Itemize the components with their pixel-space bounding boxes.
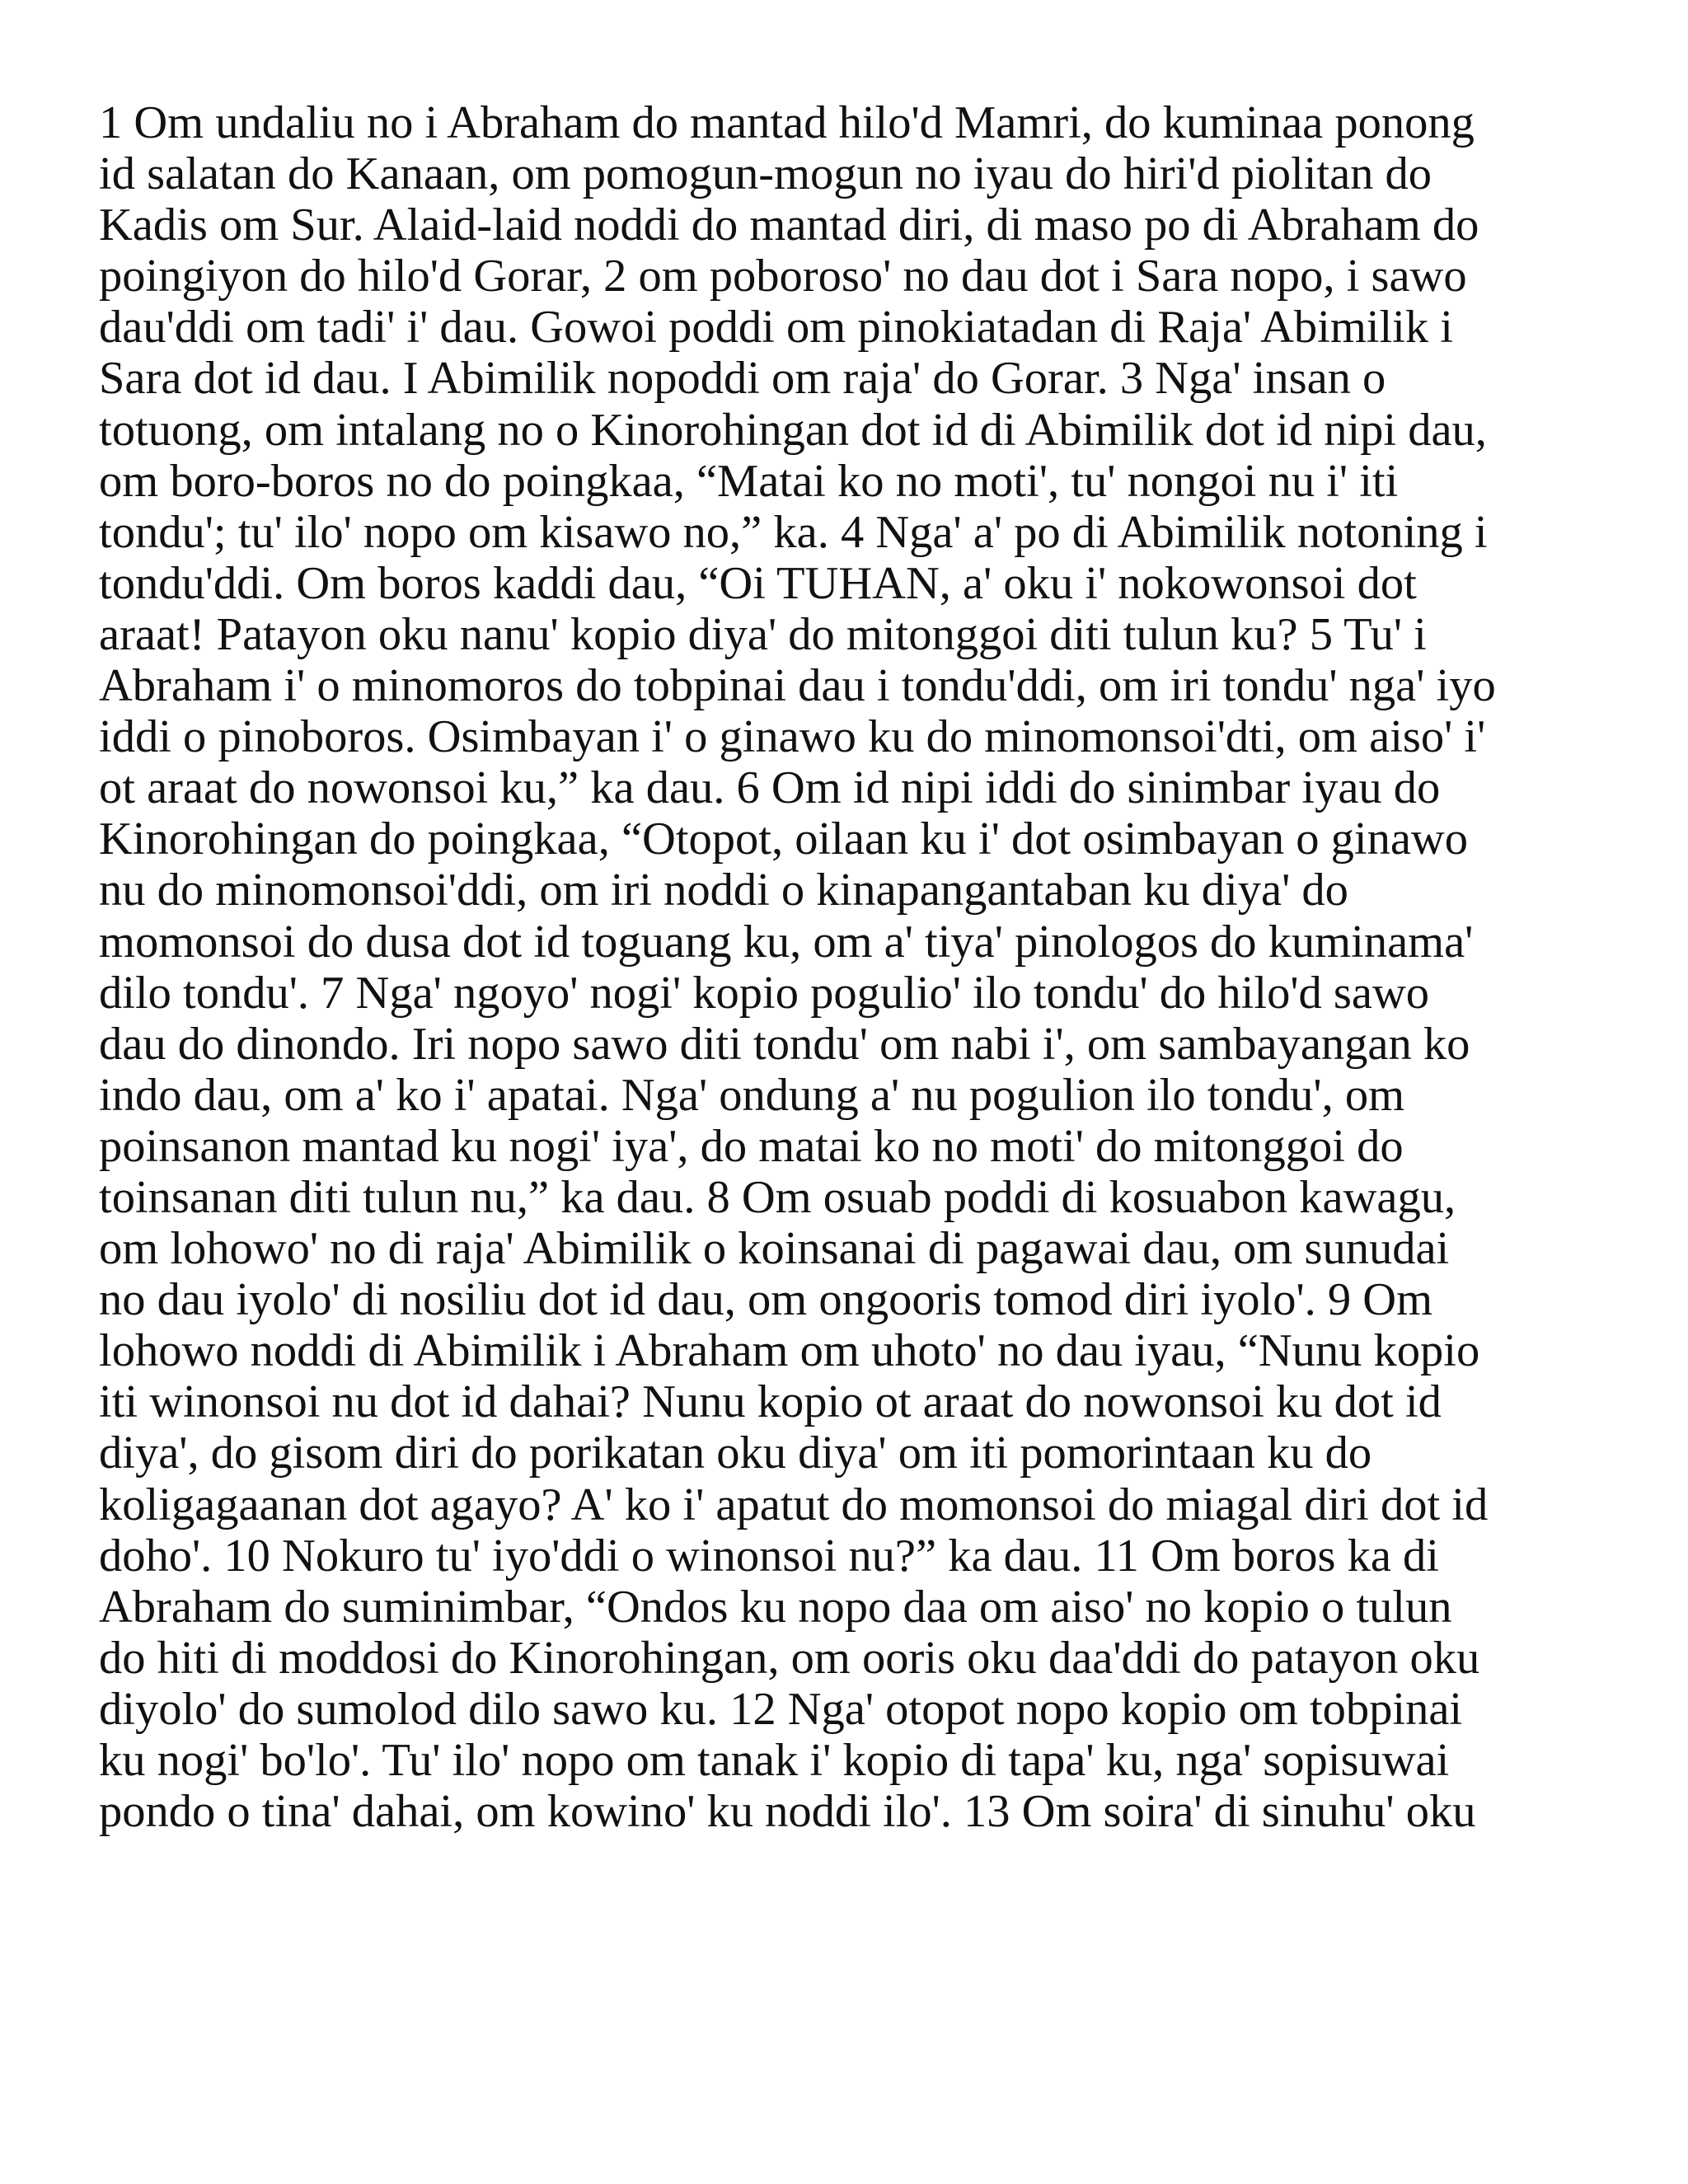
text-line: diya', do gisom diri do porikatan oku diya' om iti pomorintaan ku do	[99, 1427, 1372, 1479]
text-line: indo dau, om a' ko i' apatai. Nga' ondung a' nu pogulion ilo tondu', om	[99, 1069, 1405, 1121]
text-line: Kinorohingan do poingkaa, “Otopot, oilaan ku i' dot osimbayan o ginawo	[99, 813, 1468, 865]
text-line: iti winonsoi nu dot id dahai? Nunu kopio ot araat do nowonsoi ku dot id	[99, 1376, 1442, 1428]
text-line: diyolo' do sumolod dilo sawo ku. 12 Nga' otopot nopo kopio om tobpinai	[99, 1683, 1463, 1735]
text-line: om boro-boros no do poingkaa, “Matai ko no moti', tu' nongoi nu i' iti	[99, 455, 1399, 507]
text-line: momonsoi do dusa dot id toguang ku, om a' tiya' pinologos do kuminama'	[99, 916, 1474, 968]
text-line: Sara dot id dau. I Abimilik nopoddi om raja' do Gorar. 3 Nga' insan o	[99, 353, 1386, 405]
text-line: poingiyon do hilo'd Gorar, 2 om poboroso' no dau dot i Sara nopo, i sawo	[99, 251, 1467, 302]
text-line: nu do minomonsoi'ddi, om iri noddi o kinapangantaban ku diya' do	[99, 865, 1348, 916]
text-line: tondu'ddi. Om boros kaddi dau, “Oi TUHAN, a' oku i' nokowonsoi dot	[99, 557, 1417, 609]
text-line: ku nogi' bo'lo'. Tu' ilo' nopo om tanak i' kopio di tapa' ku, nga' sopisuwai	[99, 1735, 1450, 1786]
text-line: om lohowo' no di raja' Abimilik o koinsanai di pagawai dau, om sunudai	[99, 1223, 1450, 1275]
text-line: no dau iyolo' di nosiliu dot id dau, om ongooris tomod diri iyolo'. 9 Om	[99, 1274, 1433, 1326]
text-line: dau do dinondo. Iri nopo sawo diti tondu' om nabi i', om sambayangan ko	[99, 1018, 1470, 1070]
text-line: toinsanan diti tulun nu,” ka dau. 8 Om osuab poddi di kosuabon kawagu,	[99, 1171, 1456, 1223]
text-line: totuong, om intalang no o Kinorohingan dot id di Abimilik dot id nipi dau,	[99, 404, 1487, 456]
text-line: Abraham i' o minomoros do tobpinai dau i tondu'ddi, om iri tondu' nga' iyo	[99, 660, 1496, 712]
text-line: id salatan do Kanaan, om pomogun-mogun no iyau do hiri'd piolitan do	[99, 148, 1432, 200]
text-line: do hiti di moddosi do Kinorohingan, om ooris oku daa'ddi do patayon oku	[99, 1632, 1480, 1684]
text-line: poinsanon mantad ku nogi' iya', do matai ko no moti' do mitonggoi do	[99, 1120, 1404, 1172]
text-line: dilo tondu'. 7 Nga' ngoyo' nogi' kopio pogulio' ilo tondu' do hilo'd sawo	[99, 967, 1430, 1019]
text-line: Abraham do suminimbar, “Ondos ku nopo daa om aiso' no kopio o tulun	[99, 1581, 1452, 1633]
text-line: Kadis om Sur. Alaid-laid noddi do mantad diri, di maso po di Abraham do	[99, 199, 1479, 251]
text-line: pondo o tina' dahai, om kowino' ku noddi ilo'. 13 Om soira' di sinuhu' oku	[99, 1786, 1476, 1838]
text-line: 1 Om undaliu no i Abraham do mantad hilo'd Mamri, do kuminaa ponong	[99, 97, 1475, 148]
text-line: iddi o pinoboros. Osimbayan i' o ginawo ku do minomonsoi'dti, om aiso' i'	[99, 711, 1486, 763]
text-line: dau'ddi om tadi' i' dau. Gowoi poddi om pinokiatadan di Raja' Abimilik i	[99, 302, 1453, 354]
text-line: tondu'; tu' ilo' nopo om kisawo no,” ka. 4 Nga' a' po di Abimilik notoning i	[99, 506, 1488, 558]
text-line: araat! Patayon oku nanu' kopio diya' do mitonggoi diti tulun ku? 5 Tu' i	[99, 608, 1427, 660]
text-line: ot araat do nowonsoi ku,” ka dau. 6 Om id nipi iddi do sinimbar iyau do	[99, 762, 1441, 814]
text-line: doho'. 10 Nokuro tu' iyo'ddi o winonsoi nu?” ka dau. 11 Om boros ka di	[99, 1530, 1439, 1582]
body-text	[99, 97, 1607, 1837]
text-line: lohowo noddi di Abimilik i Abraham om uhoto' no dau iyau, “Nunu kopio	[99, 1325, 1480, 1377]
text-line: koligagaanan dot agayo? A' ko i' apatut do momonsoi do miagal diri dot id	[99, 1479, 1489, 1530]
